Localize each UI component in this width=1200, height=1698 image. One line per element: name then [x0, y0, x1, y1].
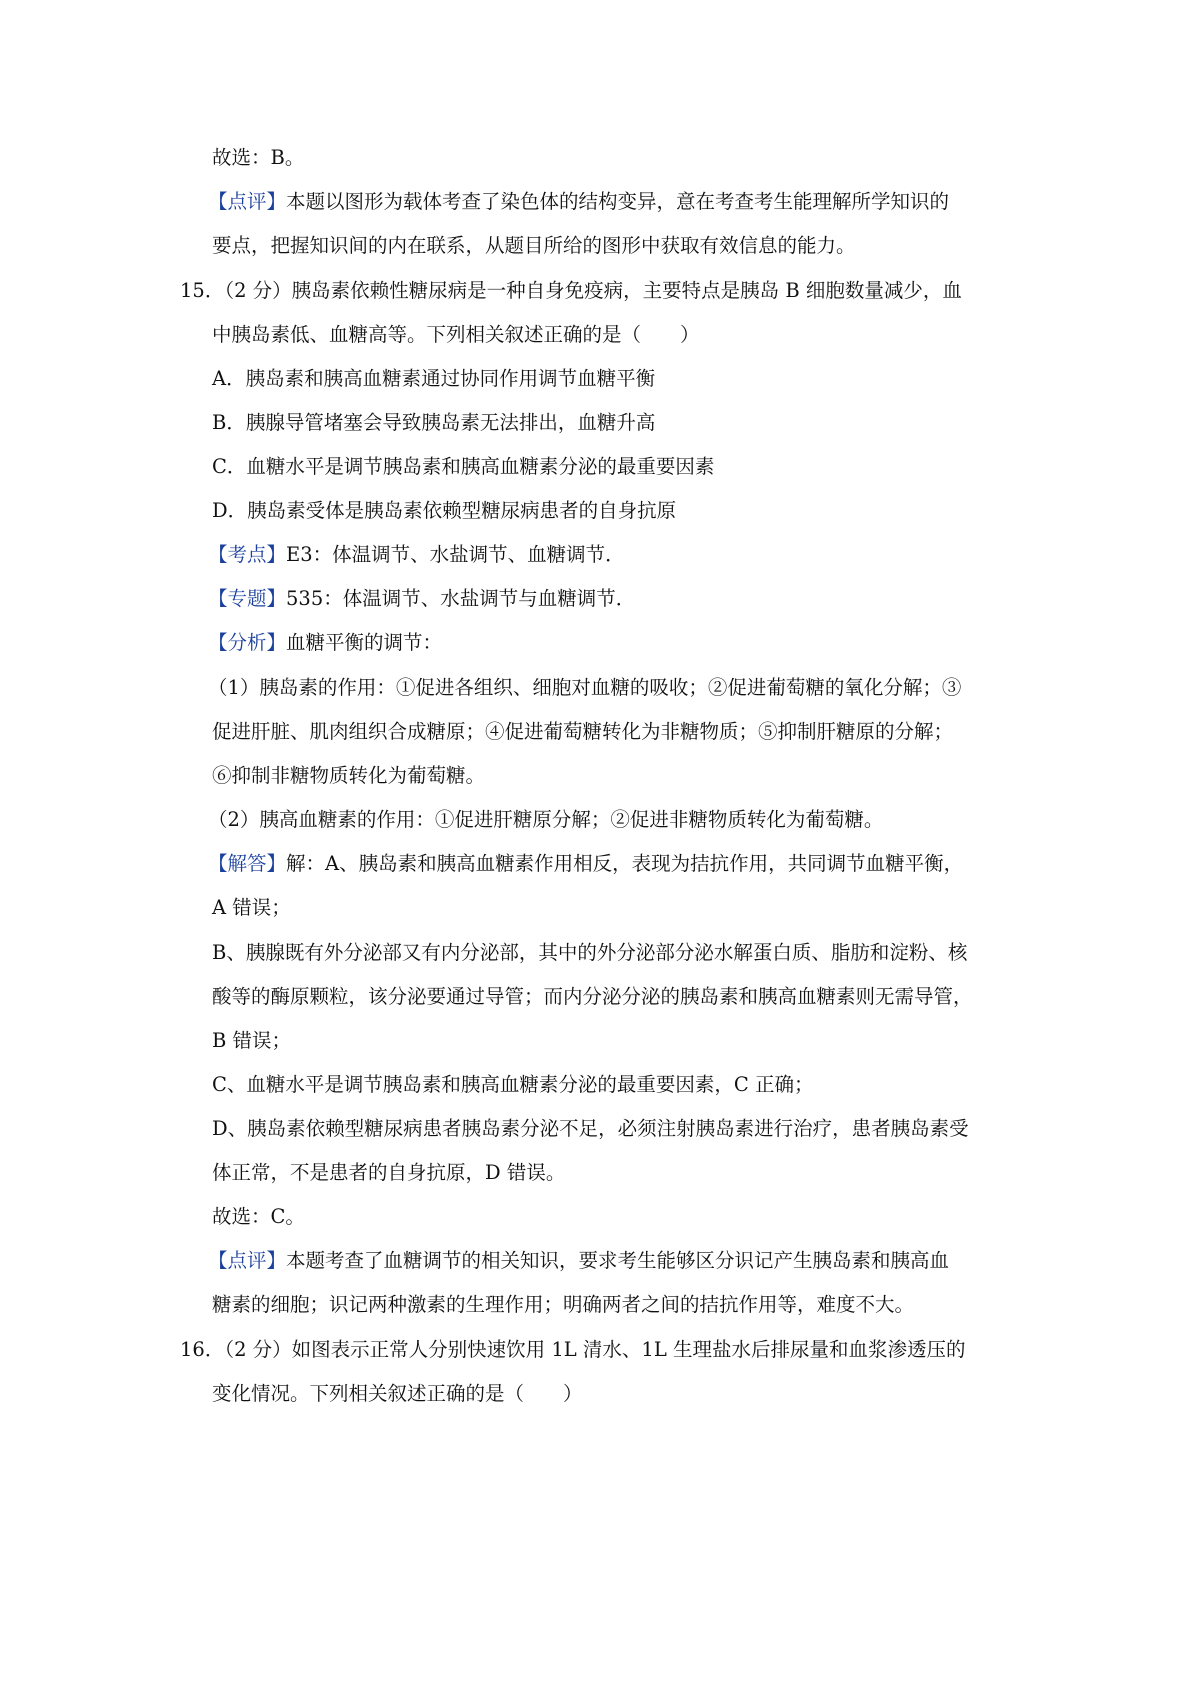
q15-jieda-c: C、血糖水平是调节胰岛素和胰高血糖素分泌的最重要因素，C 正确； [212, 1073, 814, 1096]
q15-option-a: A．胰岛素和胰高血糖素通过协同作用调节血糖平衡 [212, 367, 656, 390]
q15-dianping-line-2: 糖素的细胞；识记两种激素的生理作用；明确两者之间的拮抗作用等，难度不大。 [212, 1293, 915, 1316]
q15-jieda-b-line-1: B、胰腺既有外分泌部又有内分泌部，其中的外分泌部分泌水解蛋白质、脂肪和淀粉、核 [212, 941, 968, 964]
q15-option-d: D．胰岛素受体是胰岛素依赖型糖尿病患者的自身抗原 [212, 499, 677, 522]
q15-jieda-line-2: A 错误； [212, 896, 291, 919]
prev-comment-line-2: 要点，把握知识间的内在联系，从题目所给的图形中获取有效信息的能力。 [212, 234, 856, 257]
q15-fenxi-2: （2）胰高血糖素的作用：①促进肝糖原分解；②促进非糖物质转化为葡萄糖。 [208, 808, 884, 831]
q15-jieda-d-line-1: D、胰岛素依赖型糖尿病患者胰岛素分泌不足，必须注射胰岛素进行治疗，患者胰岛素受 [212, 1117, 969, 1140]
prev-comment-line-1: 【点评】本题以图形为载体考查了染色体的结构变异，意在考查考生能理解所学知识的 [208, 190, 950, 213]
zhuanti-tag: 【专题】 [208, 587, 287, 610]
q15-jieda-b-line-2: 酸等的酶原颗粒，该分泌要通过导管；而内分泌分泌的胰岛素和胰高血糖素则无需导管， [212, 985, 973, 1008]
q15-fenxi-1-line-1: （1）胰岛素的作用：①促进各组织、细胞对血糖的吸收；②促进葡萄糖的氧化分解；③ [208, 676, 962, 699]
q15-stem-line-2: 中胰岛素低、血糖高等。下列相关叙述正确的是（ ） [212, 323, 700, 346]
q15-zhuanti: 【专题】535：体温调节、水盐调节与血糖调节． [208, 587, 636, 610]
q15-fenxi-1-line-3: ⑥抑制非糖物质转化为葡萄糖。 [212, 764, 486, 787]
q15-kaodian: 【考点】E3：体温调节、水盐调节、血糖调节． [208, 543, 625, 566]
q15-fenxi: 【分析】血糖平衡的调节： [208, 631, 443, 654]
comment-tag: 【点评】 [208, 190, 287, 213]
q15-stem-line-1: 15．（2 分）胰岛素依赖性糖尿病是一种自身免疫病，主要特点是胰岛 B 细胞数量减少，血 [180, 279, 962, 302]
prev-answer: 故选：B。 [212, 146, 305, 169]
q15-fenxi-1-line-2: 促进肝脏、肌肉组织合成糖原；④促进葡萄糖转化为非糖物质；⑤抑制肝糖原的分解； [212, 720, 954, 743]
q15-jieda-d-line-2: 体正常，不是患者的自身抗原，D 错误。 [212, 1161, 566, 1184]
dianping-tag: 【点评】 [208, 1249, 287, 1272]
q15-answer: 故选：C。 [212, 1205, 305, 1228]
q15-jieda-b-line-3: B 错误； [212, 1029, 292, 1052]
q15-dianping-line-1: 【点评】本题考查了血糖调节的相关知识，要求考生能够区分识记产生胰岛素和胰高血 [208, 1249, 950, 1272]
kaodian-tag: 【考点】 [208, 543, 287, 566]
jieda-tag: 【解答】 [208, 852, 287, 875]
q16-stem-line-2: 变化情况。下列相关叙述正确的是（ ） [212, 1382, 583, 1405]
q15-option-b: B．胰腺导管堵塞会导致胰岛素无法排出，血糖升高 [212, 411, 656, 434]
fenxi-tag: 【分析】 [208, 631, 287, 654]
q16-stem-line-1: 16．（2 分）如图表示正常人分别快速饮用 1L 清水、1L 生理盐水后排尿量和血浆渗透压的 [180, 1338, 966, 1361]
q15-option-c: C．血糖水平是调节胰岛素和胰高血糖素分泌的最重要因素 [212, 455, 715, 478]
q15-jieda-line-1: 【解答】解：A、胰岛素和胰高血糖素作用相反，表现为拮抗作用，共同调节血糖平衡， [208, 852, 964, 875]
